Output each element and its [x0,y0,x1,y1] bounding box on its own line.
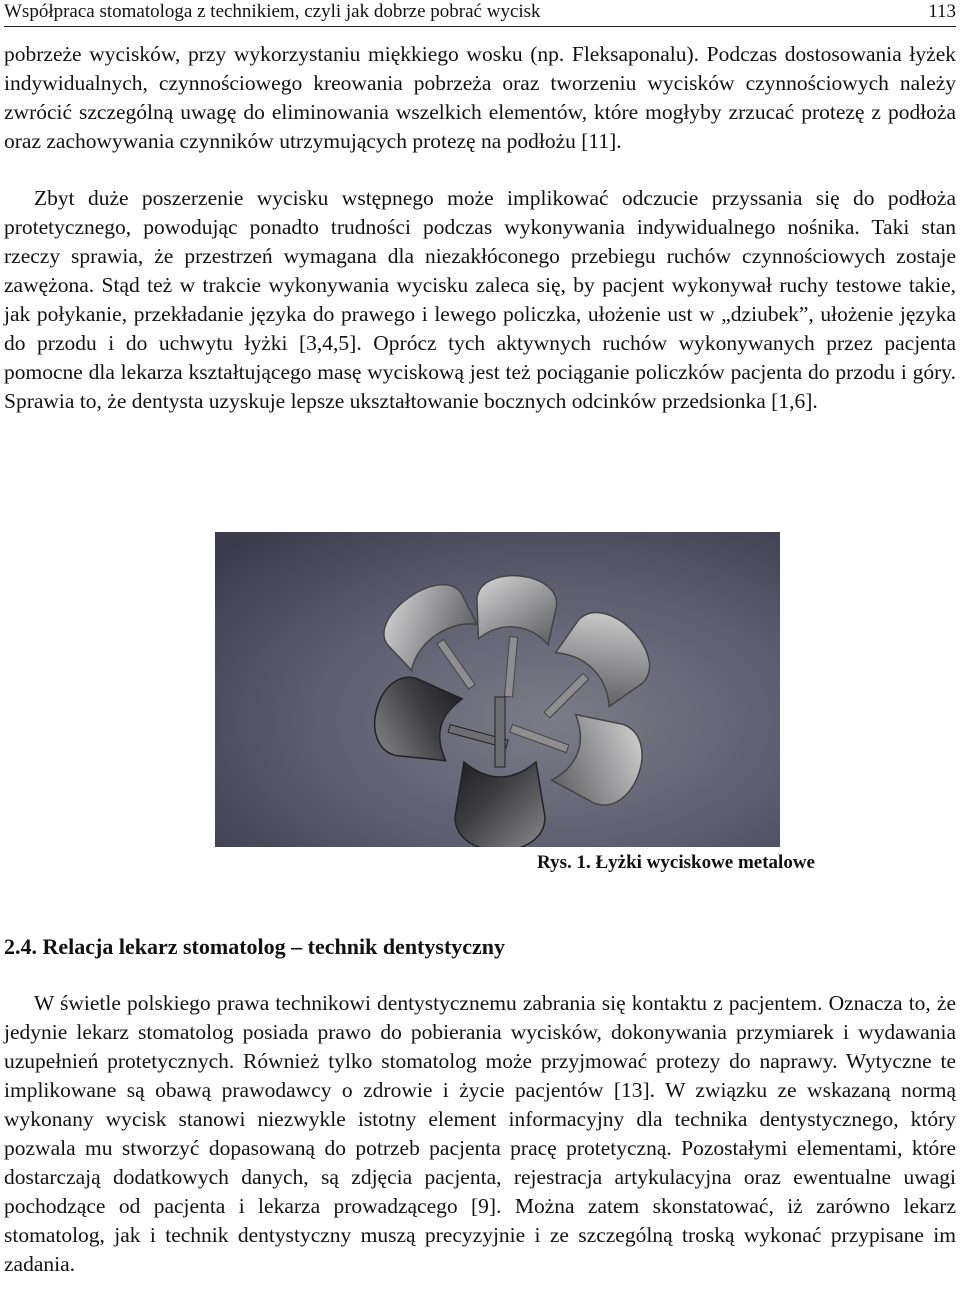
figure-caption-text: Łyżki wyciskowe metalowe [595,852,815,873]
running-header [4,0,956,27]
section-title: Relacja lekarz stomatolog – technik dentystyczny [42,934,506,959]
figure-caption [215,850,815,876]
figure-caption-label: Rys. 1. [537,852,591,873]
body-paragraph-1: pobrzeże wycisków, przy wykorzystaniu miękkiego wosku (np. Fleksaponalu). Podczas dostosowania łyżek indywidualnych, czynnościowego kreowania pobrzeża oraz tworzeniu wycisków czynnościowych należy zwrócić szczególną uwagę do eliminowania wszelkich elementów, które mogłyby zrzucać protezę z podłoża oraz zachowywania czynników utrzymujących protezę na podłożu [11]. [4,42,956,153]
figure-photo-impression-trays [215,532,780,847]
impression-trays-illustration [215,532,780,847]
body-paragraph-2: Zbyt duże poszerzenie wycisku wstępnego może implikować odczucie przyssania się do podłoża protetycznego, powodując ponadto trudności podczas wykonywania indywidualnego nośnika. Taki stan rzeczy sprawia, że przestrzeń wymagana dla niezakłóconego przebiegu ruchów czynnościowych zostaje zawężona. Stąd też w trakcie wykonywania wycisku zaleca się, by pacjent wykonywał ruchy testowe takie, jak połykanie, przekładanie języka do prawego i lewego policzka, ułożenie ust w „dziubek”, ułożenie języka do przodu i do uchwytu łyżki [3,4,5]. Oprócz tych aktywnych ruchów wykonywanych przez pacjenta pomocne dla lekarza kształtującego masę wyciskową jest też pociąganie policzków pacjenta do przodu i góry. Sprawia to, że dentysta uzyskuje lepsze ukształtowanie bocznych odcinków przedsionka [1,6]. [4,186,956,413]
body-paragraph-3: W świetle polskiego prawa technikowi dentystycznemu zabrania się kontaktu z pacjentem. Oznacza to, że jedynie lekarz stomatolog posiada prawo do pobierania wycisków, dokonywania przymiarek i wydawania uzupełnień protetycznych. Również tylko stomatolog może przyjmować protezy do naprawy. Wytyczne te implikowane są obawą prawodawcy o zdrowie i życie pacjentów [13]. W związku ze wskazaną normą wykonany wycisk stanowi niezwykle istotny element informacyjny dla technika dentystycznego, który pozwala mu stworzyć dopasowaną do potrzeb pacjenta pracę protetyczną. Pozostałymi elementami, które dostarczają dodatkowych danych, są zdjęcia pacjenta, rejestracja artykulacyjna oraz ewentualne uwagi pochodzące od pacjenta i lekarza prowadzącego [9]. Można zatem skonstatować, iż zarówno lekarz stomatolog, jak i technik dentystyczny muszą precyzyjnie i ze szczególną troską wykonać przypisane im zadania. [4,991,956,1276]
section-number: 2.4. [4,934,37,959]
running-header-title: Współpraca stomatologa z technikiem, czyli jak dobrze pobrać wycisk [4,1,541,22]
section-heading [4,932,505,962]
page-number: 113 [928,1,956,22]
